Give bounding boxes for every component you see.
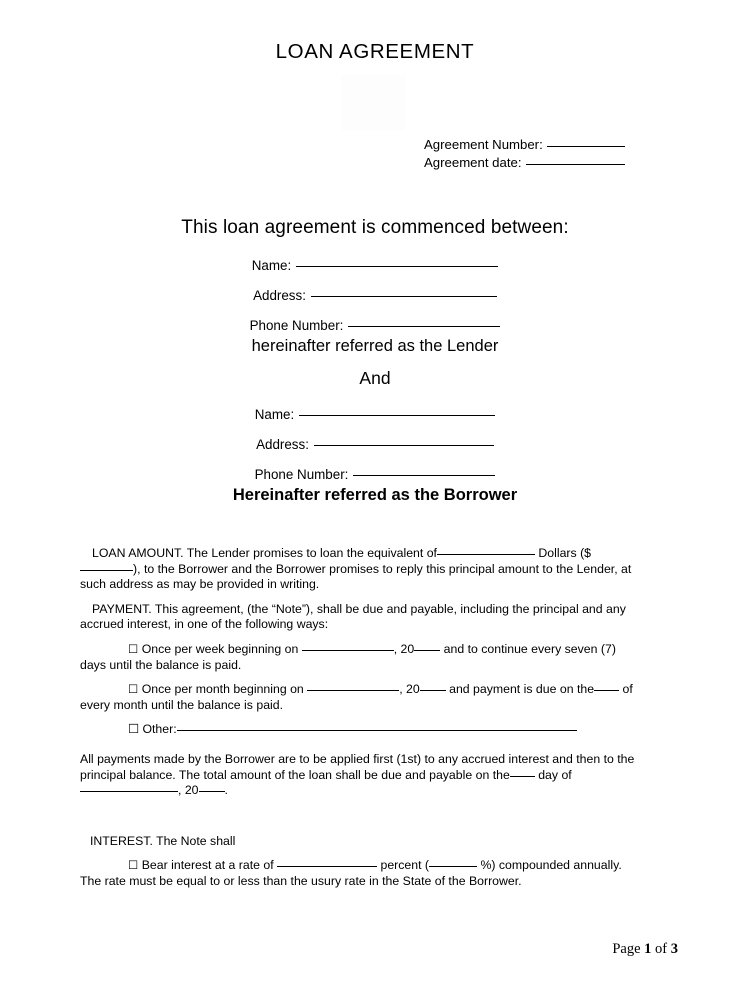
payment-closing-paragraph [80,752,641,799]
payment-closing-4: . [224,783,228,798]
closing-year-blank[interactable] [199,791,225,792]
checkbox-icon[interactable]: ☐ [128,722,140,737]
lender-address-row [0,281,750,311]
clause-loan-amount [80,546,641,593]
conjunction-and: And [359,368,391,388]
payment-option-weekly[interactable] [80,642,641,673]
option-bear-text-3: %) compounded annually. The rate must be equal to or less than the usury rate in the State of the Borrower. [80,858,622,888]
interest-text-1: The Note shall [156,833,236,848]
borrower-address-label: Address: [256,437,309,452]
footer-middle: of [651,941,671,957]
lender-name-input[interactable] [296,266,498,267]
lender-role-caption: hereinafter referred as the Lender [251,337,499,355]
loan-amount-text-3: ), [133,561,141,576]
borrower-phone-input[interactable] [353,475,495,476]
checkbox-icon[interactable]: ☐ [128,682,139,697]
option-weekly-date-blank[interactable] [302,650,394,651]
lender-fields [0,251,750,341]
loan-amount-text-4: to the Borrower and the Borrower promises to reply this principal amount to the Lender, at such address as may be provided in writing. [80,561,632,592]
payment-option-other[interactable] [80,722,641,738]
interest-option-bear[interactable] [80,858,641,889]
lender-name-row [0,251,750,281]
option-monthly-text-3: and payment is due on the [449,682,595,697]
option-weekly-year-blank[interactable] [414,650,440,651]
option-bear-text-2: percent ( [380,858,430,873]
agreement-number-label: Agreement Number: [424,137,543,152]
closing-day-blank[interactable] [510,776,535,777]
page-title: LOAN AGREEMENT [275,40,475,63]
footer-total-pages: 3 [670,941,678,957]
agreement-date-row [424,154,625,172]
interest-heading: INTEREST. [90,833,153,848]
lender-address-label: Address: [253,288,306,303]
payment-closing-2: day of [538,767,572,782]
payment-text-1: This agreement, (the “Note”), shall be due and payable, including the principal and any accrued interest, in one of the following ways: [80,601,626,632]
loan-amount-words-blank[interactable] [437,554,535,555]
page-footer [0,941,678,958]
checkbox-icon[interactable]: ☐ [128,641,139,656]
agreement-number-row [424,136,625,154]
footer-current-page: 1 [644,941,652,957]
option-monthly-text-1: Once per month beginning on [141,682,304,697]
agreement-meta-block [424,136,625,172]
closing-month-blank[interactable] [80,791,178,792]
option-bear-text-1: Bear interest at a rate of [141,858,274,873]
borrower-address-row [0,430,750,460]
option-monthly-text-2: , 20 [399,682,420,697]
interest-rate-words-blank[interactable] [277,866,377,867]
clause-payment [80,602,641,633]
lender-name-label: Name: [251,258,292,273]
agreement-body [80,546,641,899]
borrower-name-label: Name: [254,407,295,422]
footer-prefix: Page [612,941,645,957]
option-monthly-day-blank[interactable] [594,690,619,691]
interest-rate-figure-blank[interactable] [429,866,477,867]
borrower-role-caption: Hereinafter referred as the Borrower [232,486,518,504]
option-monthly-year-blank[interactable] [420,690,446,691]
option-other-label: Other: [142,722,177,737]
lender-phone-input[interactable] [348,326,500,327]
borrower-fields [0,400,750,490]
lender-address-input[interactable] [311,296,497,297]
option-other-input[interactable] [177,730,577,731]
payment-closing-3: , 20 [178,783,199,798]
agreement-date-label: Agreement date: [424,155,522,170]
clause-interest-heading-row [80,834,641,850]
borrower-name-row [0,400,750,430]
loan-amount-text-1: The Lender promises to loan the equivalent of [186,546,437,560]
borrower-name-input[interactable] [299,415,495,416]
option-monthly-text-4: of every month until the balance is paid. [80,682,633,712]
option-weekly-text-3: and to continue every seven (7) days until the balance is paid. [80,641,616,672]
logo-placeholder [341,75,405,130]
payment-heading: PAYMENT. [92,601,152,616]
loan-amount-heading: LOAN AMOUNT. [92,546,184,560]
agreement-number-blank[interactable] [547,146,625,147]
payment-closing-1: All payments made by the Borrower are to be applied first (1st) to any accrued interest and then to the principal balance. The total amount of the loan shall be due and payable on the [80,751,635,782]
checkbox-icon[interactable]: ☐ [128,858,139,873]
loan-amount-text-2: Dollars ($ [538,546,592,560]
spacer [80,808,641,834]
option-weekly-text-1: Once per week beginning on [141,641,299,656]
loan-amount-figure-blank[interactable] [80,570,133,571]
spacer [80,738,641,752]
option-monthly-date-blank[interactable] [307,690,399,691]
option-weekly-text-2: , 20 [393,641,415,656]
payment-option-monthly[interactable] [80,682,641,713]
lender-phone-label: Phone Number: [249,318,344,333]
agreement-date-blank[interactable] [526,164,625,165]
intro-heading: This loan agreement is commenced between: [181,217,569,238]
borrower-address-input[interactable] [314,445,494,446]
borrower-phone-label: Phone Number: [254,467,349,482]
